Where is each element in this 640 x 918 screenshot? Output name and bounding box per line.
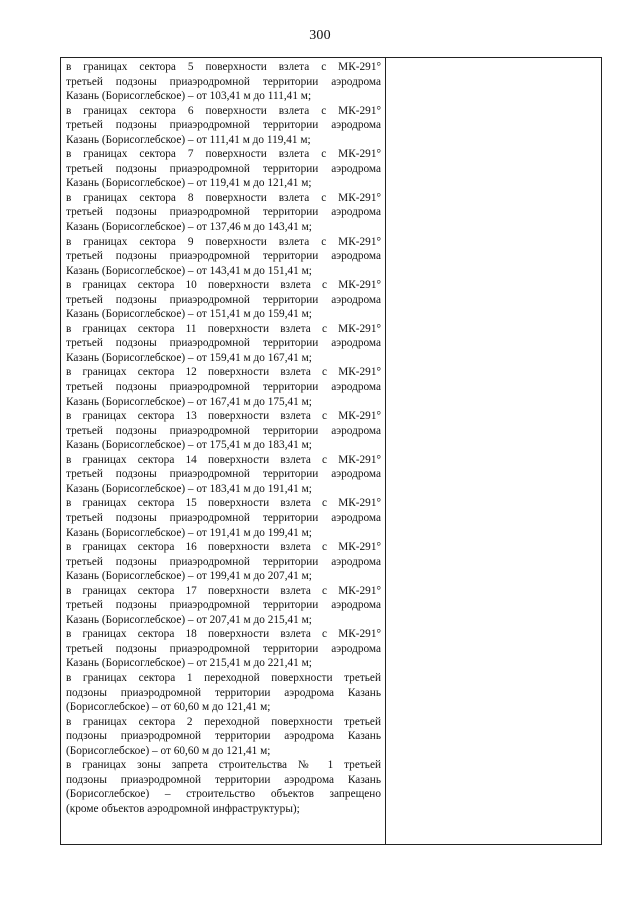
table-entry — [66, 409, 381, 453]
table-entry — [66, 584, 381, 628]
table-entry — [66, 627, 381, 671]
entry-line: в границах сектора 6 поверхности взлета с МК-291° — [66, 104, 381, 117]
entry-line: Казань (Борисоглебское) – от 215,41 м до 221,41 м; — [66, 657, 312, 670]
entry-line: третьей подзоны приаэродромной территории аэродрома — [66, 468, 381, 481]
entry-line: в границах зоны запрета строительства № 1 третьей — [66, 759, 381, 772]
table-right-column — [386, 58, 601, 844]
table-left-column — [61, 58, 386, 844]
table-entry — [66, 365, 381, 409]
entry-line: третьей подзоны приаэродромной территории аэродрома — [66, 642, 381, 655]
entry-line: Казань (Борисоглебское) – от 143,41 м до 151,41 м; — [66, 264, 312, 277]
entry-line: Казань (Борисоглебское) – от 103,41 м до 111,41 м; — [66, 90, 312, 103]
entry-line: подзоны приаэродромной территории аэродрома Казань — [66, 773, 381, 786]
page-number: 300 — [309, 28, 331, 43]
entry-line: в границах сектора 5 поверхности взлета с МК-291° — [66, 61, 381, 73]
table-entry — [66, 147, 381, 191]
table-entry — [66, 496, 381, 540]
entry-line: Казань (Борисоглебское) – от 111,41 м до 119,41 м; — [66, 133, 311, 146]
entry-line: третьей подзоны приаэродромной территории аэродрома — [66, 555, 381, 568]
entry-line: в границах сектора 10 поверхности взлета с МК-291° — [66, 279, 381, 292]
entry-line: третьей подзоны приаэродромной территории аэродрома — [66, 206, 381, 219]
entry-line: третьей подзоны приаэродромной территории аэродрома — [66, 162, 381, 175]
entry-line: третьей подзоны приаэродромной территории аэродрома — [66, 250, 381, 263]
entry-line: Казань (Борисоглебское) – от 191,41 м до 199,41 м; — [66, 526, 312, 539]
entry-line: (кроме объектов аэродромной инфраструктуры); — [66, 802, 300, 815]
entry-line: третьей подзоны приаэродромной территории аэродрома — [66, 337, 381, 350]
entry-line: третьей подзоны приаэродромной территории аэродрома — [66, 75, 381, 88]
entry-line: подзоны приаэродромной территории аэродрома Казань — [66, 686, 381, 699]
entry-line: в границах сектора 9 поверхности взлета с МК-291° — [66, 235, 381, 248]
entry-line: в границах сектора 16 поверхности взлета с МК-291° — [66, 541, 381, 554]
table-entry — [66, 278, 381, 322]
table-entry — [66, 191, 381, 235]
entry-line: Казань (Борисоглебское) – от 119,41 м до 121,41 м; — [66, 177, 312, 190]
table-entry — [66, 235, 381, 279]
entry-line: третьей подзоны приаэродромной территории аэродрома — [66, 293, 381, 306]
entry-line: в границах сектора 11 поверхности взлета с МК-291° — [66, 322, 381, 335]
entry-line: Казань (Борисоглебское) – от 137,46 м до 143,41 м; — [66, 221, 312, 234]
table-entry — [66, 540, 381, 584]
entry-line: Казань (Борисоглебское) – от 175,41 м до 183,41 м; — [66, 439, 312, 452]
entry-line: (Борисоглебское) – от 60,60 м до 121,41 м; — [66, 744, 271, 757]
entry-line: третьей подзоны приаэродромной территории аэродрома — [66, 599, 381, 612]
entry-line: в границах сектора 18 поверхности взлета с МК-291° — [66, 628, 381, 641]
entry-line: в границах сектора 1 переходной поверхности третьей — [66, 671, 381, 684]
entry-line: подзоны приаэродромной территории аэродрома Казань — [66, 730, 381, 743]
entry-line: Казань (Борисоглебское) – от 159,41 м до 167,41 м; — [66, 351, 312, 364]
entry-line: Казань (Борисоглебское) – от 207,41 м до 215,41 м; — [66, 613, 312, 626]
table-entry — [66, 104, 381, 148]
document-table — [60, 57, 602, 845]
entry-line: в границах сектора 14 поверхности взлета с МК-291° — [66, 453, 381, 466]
entry-line: в границах сектора 13 поверхности взлета с МК-291° — [66, 410, 381, 423]
entry-line: в границах сектора 17 поверхности взлета с МК-291° — [66, 584, 381, 597]
entry-line: в границах сектора 15 поверхности взлета с МК-291° — [66, 497, 381, 510]
table-entry — [66, 322, 381, 366]
table-entry — [66, 60, 381, 104]
entry-line: третьей подзоны приаэродромной территории аэродрома — [66, 511, 381, 524]
entry-line: Казань (Борисоглебское) – от 167,41 м до 175,41 м; — [66, 395, 312, 408]
entry-line: в границах сектора 12 поверхности взлета с МК-291° — [66, 366, 381, 379]
entry-line: Казань (Борисоглебское) – от 151,41 м до 159,41 м; — [66, 308, 312, 321]
entry-line: в границах сектора 7 поверхности взлета с МК-291° — [66, 148, 381, 161]
table-entry — [66, 453, 381, 497]
table-entry — [66, 715, 381, 759]
entry-line: в границах сектора 2 переходной поверхности третьей — [66, 715, 381, 728]
entry-line: третьей подзоны приаэродромной территории аэродрома — [66, 381, 381, 394]
entry-line: третьей подзоны приаэродромной территории аэродрома — [66, 424, 381, 437]
table-entry — [66, 758, 381, 816]
entry-line: третьей подзоны приаэродромной территории аэродрома — [66, 119, 381, 132]
entry-line: Казань (Борисоглебское) – от 183,41 м до 191,41 м; — [66, 482, 312, 495]
entry-line: в границах сектора 8 поверхности взлета с МК-291° — [66, 191, 381, 204]
entry-line: Казань (Борисоглебское) – от 199,41 м до 207,41 м; — [66, 570, 312, 583]
entry-line: (Борисоглебское) – строительство объектов запрещено — [66, 788, 381, 801]
entry-line: (Борисоглебское) – от 60,60 м до 121,41 м; — [66, 701, 271, 714]
table-entry — [66, 671, 381, 715]
